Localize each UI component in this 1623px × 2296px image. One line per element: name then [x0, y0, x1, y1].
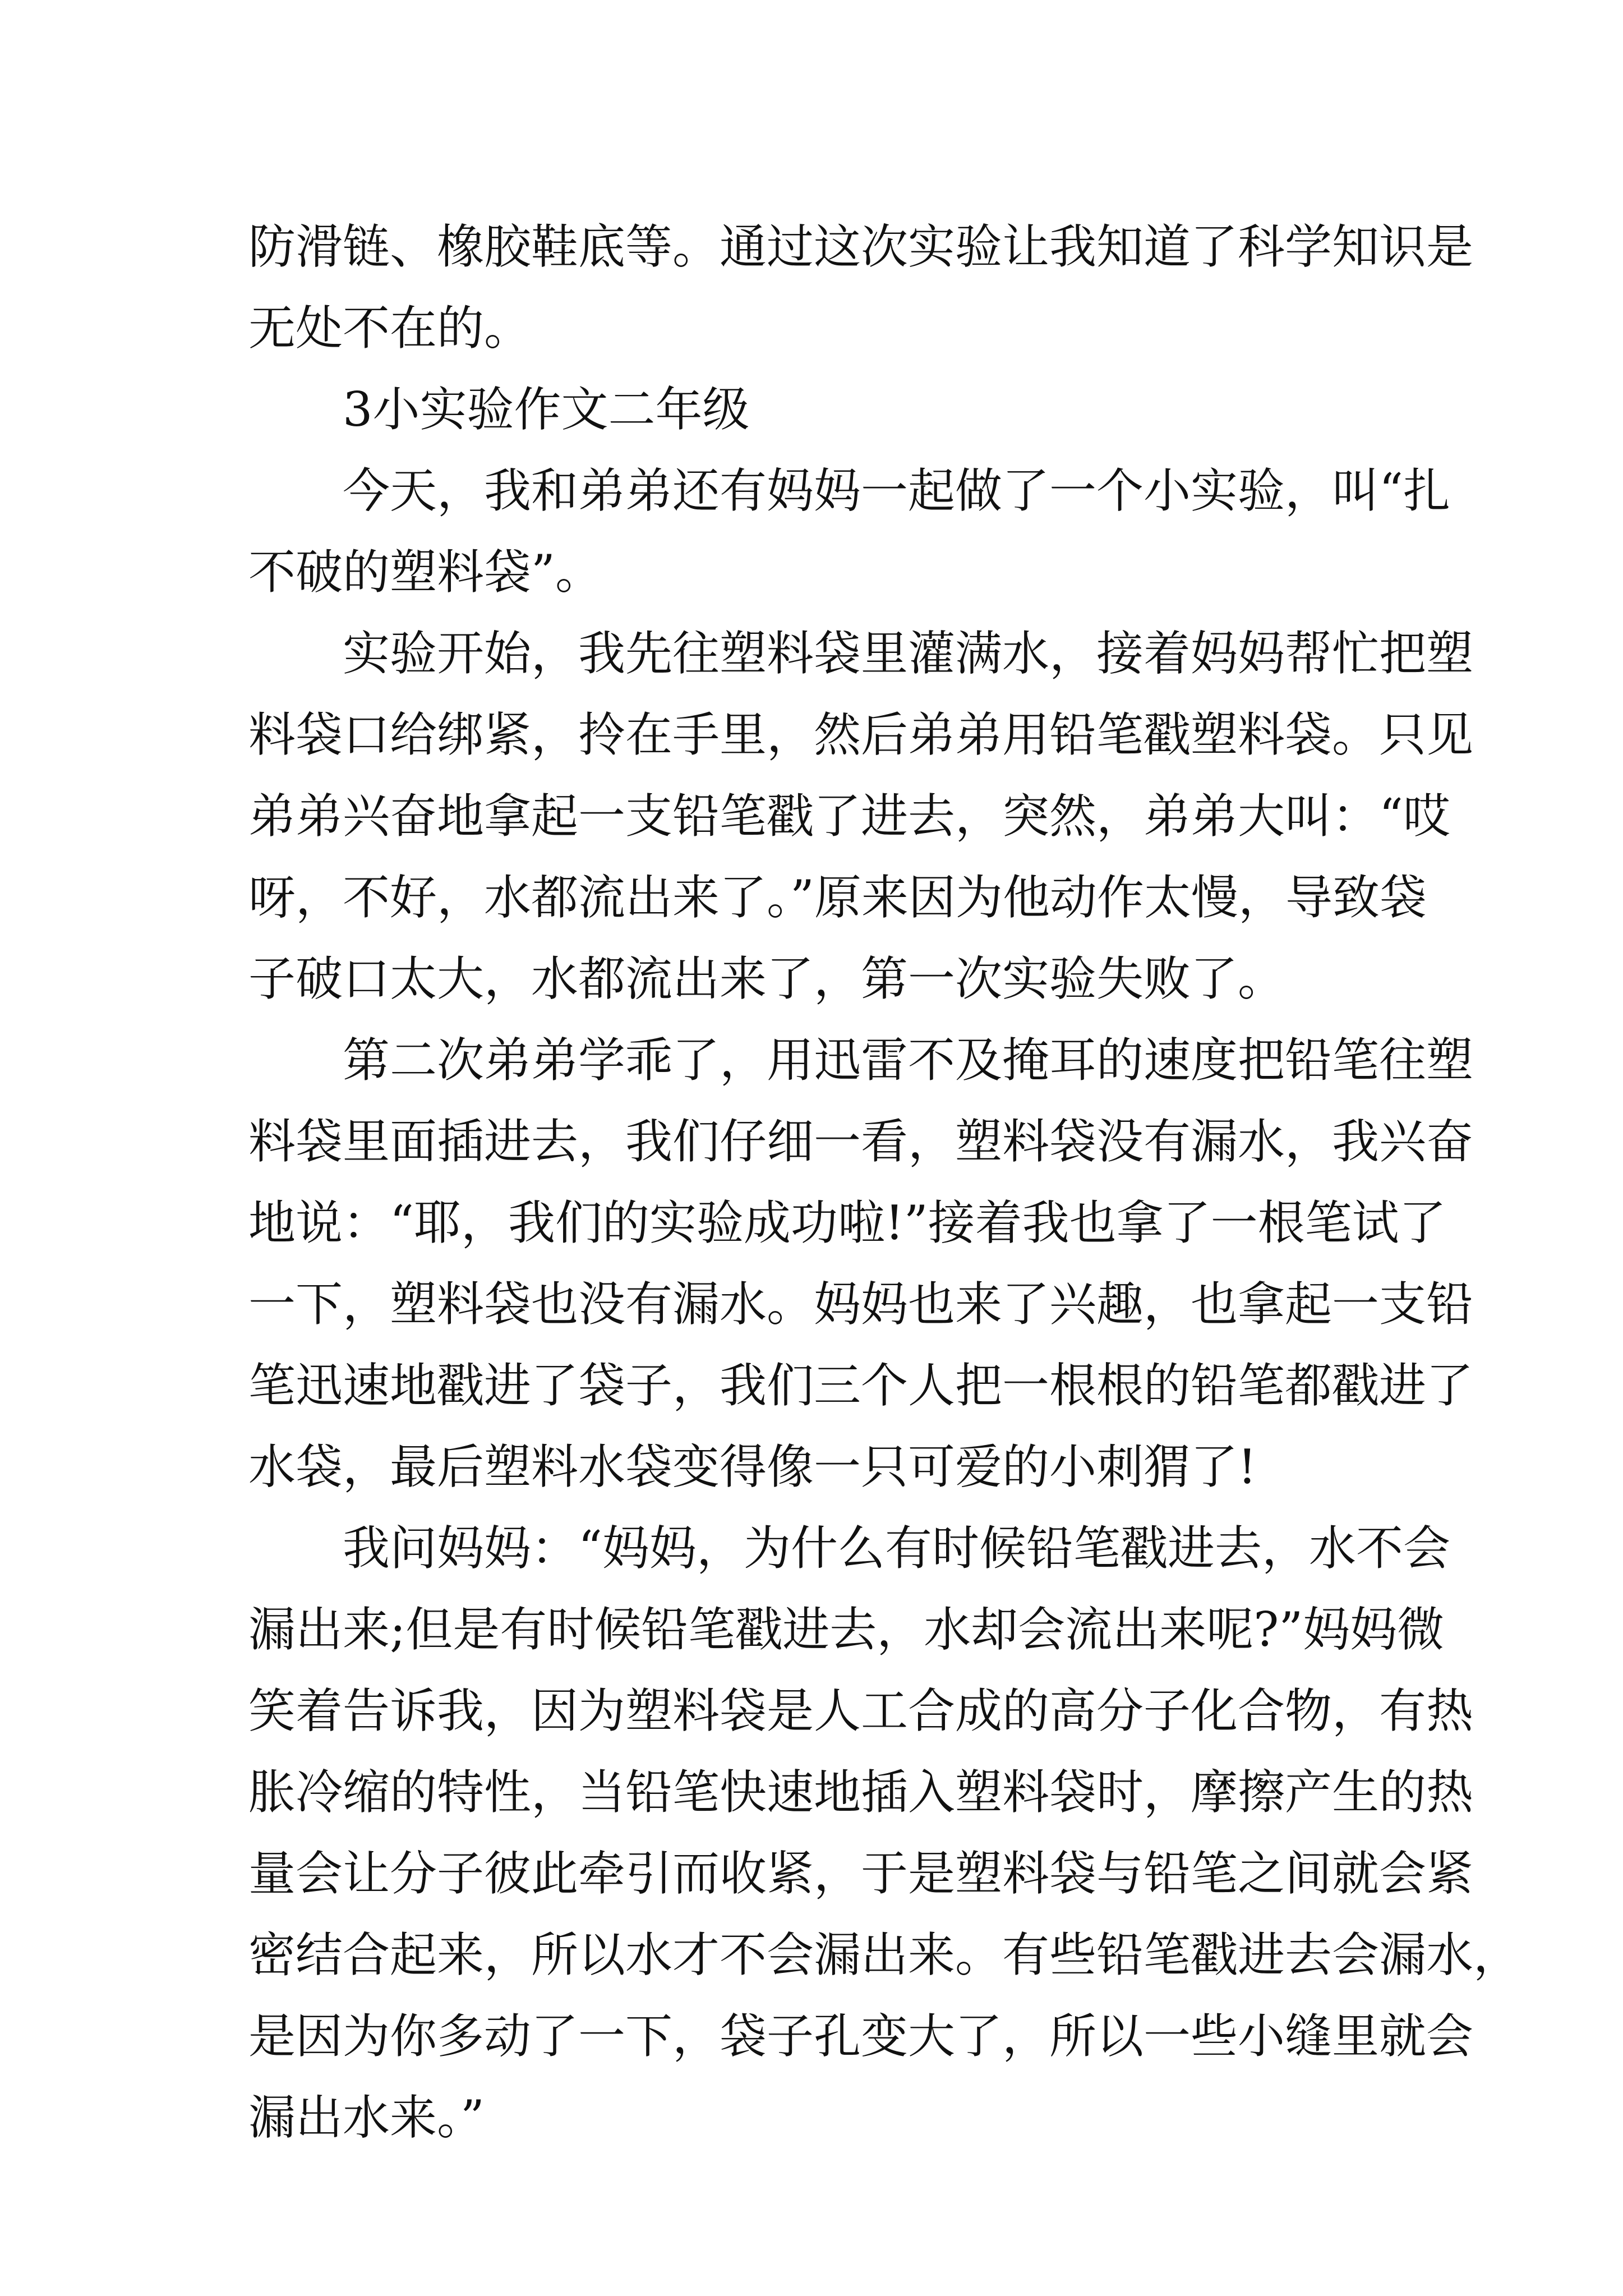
text-line: 我问妈妈：“妈妈，为什么有时候铅笔戳进去，水不会	[343, 1521, 1450, 1576]
text-line: 实验开始，我先往塑料袋里灌满水，接着妈妈帮忙把塑	[343, 626, 1474, 681]
text-line: 胀冷缩的特性，当铅笔快速地插入塑料袋时，摩擦产生的热	[248, 1765, 1474, 1820]
text-line: 是因为你多动了一下，袋子孔变大了，所以一些小缝里就会	[248, 2009, 1474, 2064]
text-line: 笔迅速地戳进了袋子，我们三个人把一根根的铅笔都戳进了	[248, 1358, 1474, 1413]
text-line: 水袋，最后塑料水袋变得像一只可爱的小刺猬了!	[248, 1439, 1257, 1494]
text-line: 量会让分子彼此牵引而收紧，于是塑料袋与铅笔之间就会紧	[248, 1846, 1474, 1901]
text-line: 漏出水来。”	[248, 2090, 485, 2145]
text-line: 地说：“耶，我们的实验成功啦!”接着我也拿了一根笔试了	[248, 1195, 1446, 1250]
section-heading: 3小实验作文二年级	[343, 382, 750, 437]
document-body	[248, 206, 1521, 2159]
text-line: 笑着告诉我，因为塑料袋是人工合成的高分子化合物，有热	[248, 1683, 1474, 1738]
text-line: 料袋里面插进去，我们仔细一看，塑料袋没有漏水，我兴奋	[248, 1114, 1474, 1169]
text-line: 不破的塑料袋”。	[248, 545, 602, 600]
text-line: 料袋口给绑紧，拎在手里，然后弟弟用铅笔戳塑料袋。只见	[248, 707, 1474, 762]
text-line: 漏出来;但是有时候铅笔戳进去，水却会流出来呢?”妈妈微	[248, 1602, 1445, 1657]
text-line: 无处不在的。	[248, 301, 532, 356]
text-line: 呀，不好，水都流出来了。”原来因为他动作太慢，导致袋	[248, 870, 1427, 925]
text-line: 第二次弟弟学乖了，用迅雷不及掩耳的速度把铅笔往塑	[343, 1033, 1474, 1088]
text-line: 弟弟兴奋地拿起一支铅笔戳了进去，突然，弟弟大叫：“哎	[248, 789, 1450, 844]
text-line: 防滑链、橡胶鞋底等。通过这次实验让我知道了科学知识是	[248, 219, 1474, 274]
text-line: 子破口太大，水都流出来了，第一次实验失败了。	[248, 951, 1285, 1006]
text-line: 今天，我和弟弟还有妈妈一起做了一个小实验，叫“扎	[343, 463, 1450, 518]
text-line: 一下，塑料袋也没有漏水。妈妈也来了兴趣，也拿起一支铅	[248, 1277, 1474, 1332]
text-line: 密结合起来，所以水才不会漏出来。有些铅笔戳进去会漏水，	[248, 1927, 1521, 1982]
